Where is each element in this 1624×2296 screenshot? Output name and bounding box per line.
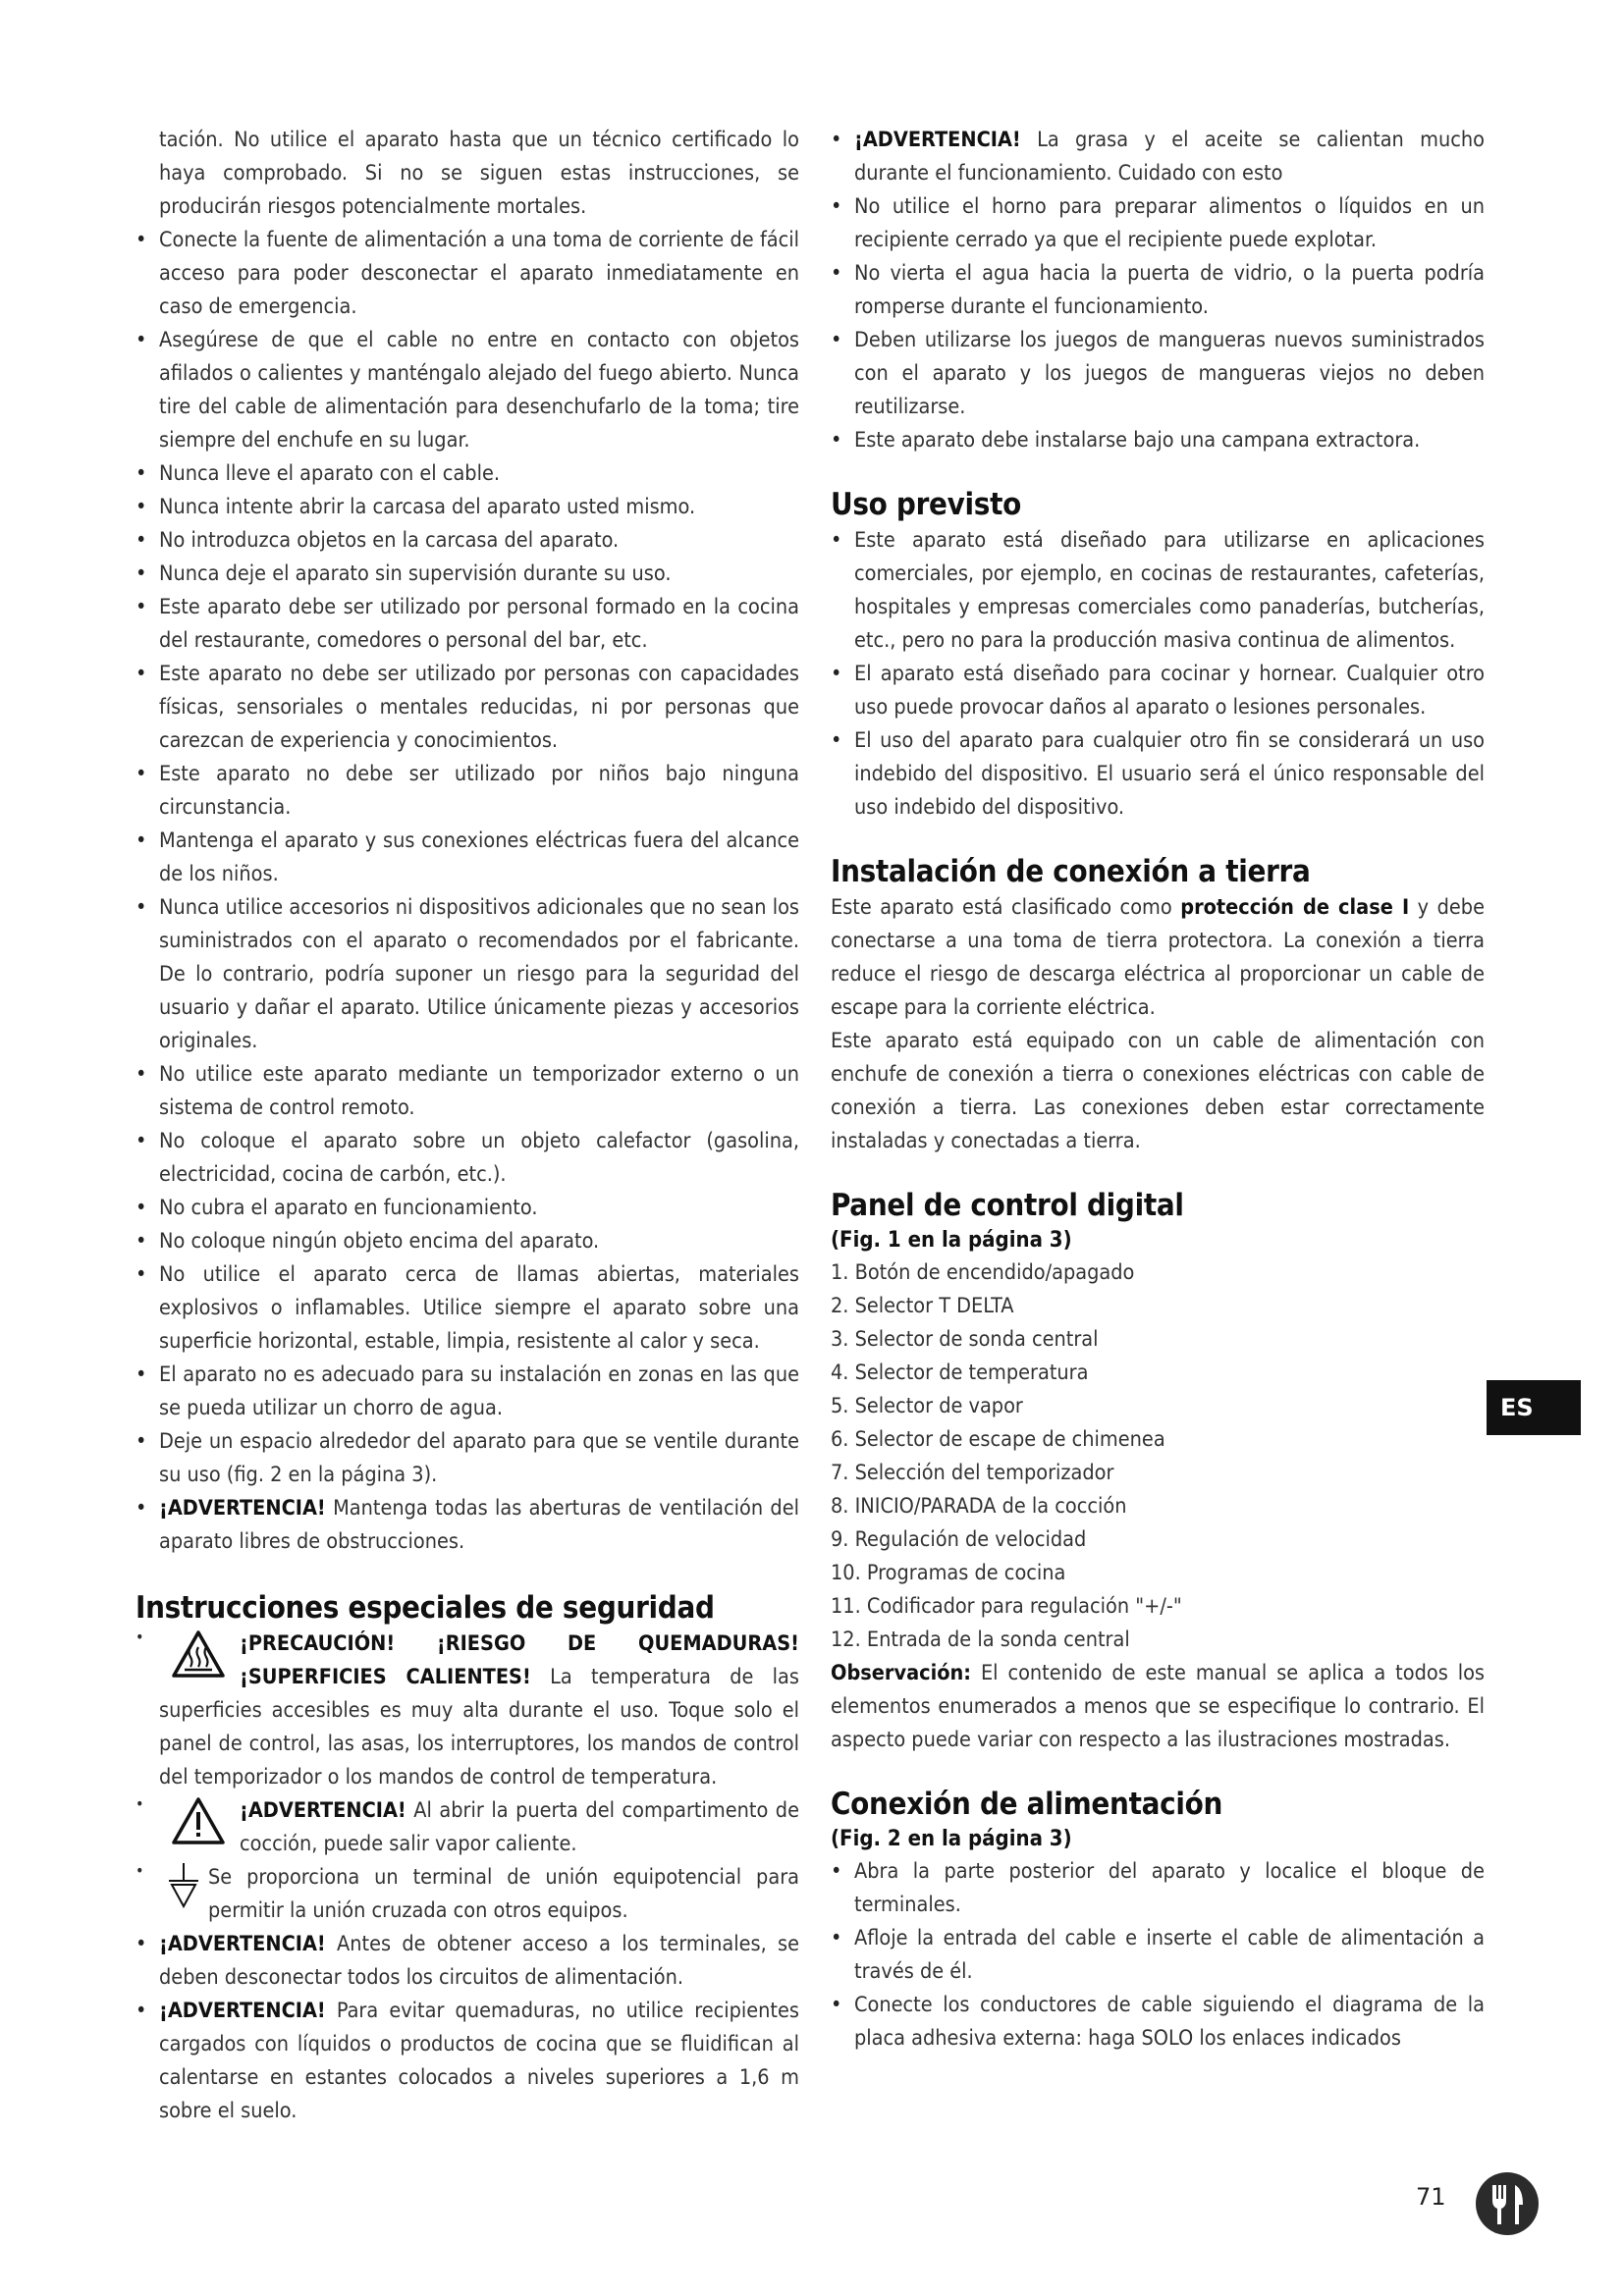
list-item: 6. Selector de escape de chimenea <box>831 1427 1165 1452</box>
bullet-item: • El aparato no es adecuado para su instalación en zonas en las que se pueda utilizar un chorro de agua. <box>135 1359 799 1425</box>
power-connection-heading: Conexión de alimentación <box>831 1787 1223 1822</box>
grounding-paragraph-1 <box>831 891 1485 1025</box>
caution-label: ¡PRECAUCIÓN! ¡RIESGO DE QUEMADURAS! ¡SUPERFICIES CALIENTES! <box>240 1631 799 1689</box>
bullet-item: • Afloje la entrada del cable e inserte el cable de alimentación a través de él. <box>831 1922 1485 1989</box>
warning-label: ¡ADVERTENCIA! <box>240 1798 406 1823</box>
bullet-item: • Nunca lleve el aparato con el cable. <box>135 457 799 491</box>
caution-text: La temperatura de las superficies accesibles es muy alta durante el uso. Toque solo el panel de control, las asas, los interruptores, los mandos de control del temporizador o los mandos de control de temperatura. <box>159 1665 799 1789</box>
list-item: 3. Selector de sonda central <box>831 1327 1099 1352</box>
cutlery-logo-icon <box>1475 2171 1540 2236</box>
bullet-item: • No cubra el aparato en funcionamiento. <box>135 1192 799 1225</box>
bullet-item: • Deben utilizarse los juegos de mangueras nuevos suministrados con el aparato y los juegos de mangueras viejos no deben reutilizarse. <box>831 324 1485 424</box>
warning-terminals <box>135 1928 799 1995</box>
bullet-item: • Deje un espacio alrededor del aparato para que se ventile durante su uso (fig. 2 en la página 3). <box>135 1425 799 1492</box>
bullet-item: • Conecte la fuente de alimentación a una toma de corriente de fácil acceso para poder desconectar el aparato inmediatamente en caso de emergencia. <box>135 224 799 324</box>
warning-label: ¡ADVERTENCIA! <box>854 128 1021 152</box>
bullet-item: • Nunca utilice accesorios ni dispositivos adicionales que no sean los suministrados con el aparato o recomendados por el fabricante. De lo contrario, podría suponer un riesgo para la seguridad del usuario y dañar el aparato. Utilice únicamente piezas y accesorios originales. <box>135 891 799 1058</box>
list-item: 4. Selector de temperatura <box>831 1361 1089 1385</box>
bullet-item: • No utilice este aparato mediante un temporizador externo o un sistema de control remoto. <box>135 1058 799 1125</box>
warning-triangle-icon <box>171 1796 226 1845</box>
warning-text: Antes de obtener acceso a los terminales, se deben desconectar todos los circuitos de alimentación. <box>159 1932 799 1990</box>
equipotential-note: • Se proporciona un terminal de unión equipotencial para permitir la unión cruzada con otros equipos. <box>135 1861 799 1928</box>
bullet-item: • Conecte los conductores de cable siguiendo el diagrama de la placa adhesiva externa: haga SOLO los enlaces indicados <box>831 1989 1485 2056</box>
language-tab: ES <box>1487 1380 1581 1435</box>
list-item: 5. Selector de vapor <box>831 1394 1023 1418</box>
list-item: 7. Selección del temporizador <box>831 1461 1114 1485</box>
bullet-item: • Este aparato no debe ser utilizado por personas con capacidades físicas, sensoriales o mentales reducidas, ni por personas que carezcan de experiencia y conocimientos. <box>135 658 799 758</box>
grounding-text: Este aparato está clasificado como <box>831 895 1181 920</box>
page-number: 71 <box>1416 2183 1446 2211</box>
figure-reference: (Fig. 1 en la página 3) <box>831 1228 1072 1253</box>
observation-note <box>831 1657 1485 1757</box>
bullet-item: • El uso del aparato para cualquier otro fin se considerará un uso indebido del dispositivo. El usuario será el único responsable del uso indebido del dispositivo. <box>831 724 1485 825</box>
class-i-protection: protección de clase I <box>1180 895 1410 920</box>
bullet-item: • Abra la parte posterior del aparato y localice el bloque de terminales. <box>831 1855 1485 1922</box>
warning-text: La grasa y el aceite se calientan mucho durante el funcionamiento. Cuidado con esto <box>854 128 1485 186</box>
grounding-text: y debe conectarse a una toma de tierra protectora. La conexión a tierra reduce el riesgo de descarga eléctrica al proporcionar un cable de escape para la corriente eléctrica. <box>831 895 1485 1020</box>
hot-surface-warning-icon <box>171 1629 226 1679</box>
warning-text: Al abrir la puerta del compartimento de cocción, puede salir vapor caliente. <box>240 1798 799 1856</box>
bullet-item: • Asegúrese de que el cable no entre en contacto con objetos afilados o calientes y manténgalo alejado del fuego abierto. Nunca tire del cable de alimentación para desenchufarlo de la toma; tire siempre del enchufe en su lugar. <box>135 324 799 457</box>
bullet-item: • Mantenga el aparato y sus conexiones eléctricas fuera del alcance de los niños. <box>135 825 799 891</box>
left-column <box>135 124 799 2128</box>
control-panel-list <box>831 1256 1485 1657</box>
bullet-item: • No introduzca objetos en la carcasa del aparato. <box>135 524 799 558</box>
warning-label: ¡ADVERTENCIA! <box>159 1999 326 2023</box>
bullet-item: • Este aparato debe instalarse bajo una campana extractora. <box>831 424 1485 457</box>
observation-text: El contenido de este manual se aplica a todos los elementos enumerados a menos que se especifique lo contrario. El aspecto puede variar con respecto a las ilustraciones mostradas. <box>831 1661 1485 1752</box>
list-item: 11. Codificador para regulación "+/-" <box>831 1594 1182 1619</box>
list-item: 2. Selector T DELTA <box>831 1294 1014 1318</box>
bullet-item: • Este aparato debe ser utilizado por personal formado en la cocina del restaurante, comedores o personal del bar, etc. <box>135 591 799 658</box>
bullet-item: • Este aparato no debe ser utilizado por niños bajo ninguna circunstancia. <box>135 758 799 825</box>
observation-label: Observación: <box>831 1661 972 1685</box>
bullet-item: • No utilice el horno para preparar alimentos o líquidos en un recipiente cerrado ya que el recipiente puede explotar. <box>831 190 1485 257</box>
equipotential-bonding-icon <box>167 1861 200 1912</box>
intro-paragraph: tación. No utilice el aparato hasta que un técnico certificado lo haya comprobado. Si no se siguen estas instrucciones, se producirán riesgos potencialmente mortales. <box>159 128 799 219</box>
warning-steam: • ¡ADVERTENCIA! Al abrir la puerta del compartimento de cocción, puede salir vapor caliente. <box>135 1794 799 1856</box>
warning-ventilation <box>135 1492 799 1559</box>
warning-grease <box>831 124 1485 190</box>
bullet-item: • No coloque ningún objeto encima del aparato. <box>135 1225 799 1258</box>
bullet-item: • Nunca intente abrir la carcasa del aparato usted mismo. <box>135 491 799 524</box>
right-column <box>831 124 1485 2056</box>
grounding-heading: Instalación de conexión a tierra <box>831 854 1311 889</box>
caution-hot-surfaces: • ¡PRECAUCIÓN! ¡RIESGO DE QUEMADURAS! ¡SUPERFICIES CALIENTES! La temperatura de las superficies accesibles es muy alta durante el uso. Toque solo el panel de control, las asas, los interruptores, los mandos de control del temporizador o los mandos de control de temperatura. <box>135 1628 799 1789</box>
bullet-item: • Este aparato está diseñado para utilizarse en aplicaciones comerciales, por ejemplo, en cocinas de restaurantes, cafeterías, hospitales y empresas comerciales como panaderías, butcherías, etc., pero no para la producción masiva continua de alimentos. <box>831 524 1485 658</box>
warning-text: Para evitar quemaduras, no utilice recipientes cargados con líquidos o productos de cocina que se fluidifican al calentarse en estantes colocados a niveles superiores a 1,6 m sobre el suelo. <box>159 1999 799 2123</box>
list-item: 9. Regulación de velocidad <box>831 1527 1087 1552</box>
uso-previsto-heading: Uso previsto <box>831 487 1021 522</box>
control-panel-heading: Panel de control digital <box>831 1188 1184 1223</box>
list-item: 10. Programas de cocina <box>831 1561 1066 1585</box>
warning-label: ¡ADVERTENCIA! <box>159 1932 326 1956</box>
bullet-item: • No utilice el aparato cerca de llamas abiertas, materiales explosivos o inflamables. Utilice siempre el aparato sobre una superficie horizontal, estable, limpia, resistente al calor y seca. <box>135 1258 799 1359</box>
special-safety-heading: Instrucciones especiales de seguridad <box>135 1590 715 1626</box>
grounding-paragraph-2: Este aparato está equipado con un cable de alimentación con enchufe de conexión a tierra o conexiones eléctricas con cable de conexión a tierra. Las conexiones deben estar correctamente instaladas y conectadas a tierra. <box>831 1029 1485 1153</box>
warning-label: ¡ADVERTENCIA! <box>159 1496 326 1521</box>
bullet-item: • No coloque el aparato sobre un objeto calefactor (gasolina, electricidad, cocina de carbón, etc.). <box>135 1125 799 1192</box>
bullet-item: • No vierta el agua hacia la puerta de vidrio, o la puerta podría romperse durante el funcionamiento. <box>831 257 1485 324</box>
bullet-item: • El aparato está diseñado para cocinar y hornear. Cualquier otro uso puede provocar daños al aparato o lesiones personales. <box>831 658 1485 724</box>
warning-burns <box>135 1995 799 2128</box>
bullet-item: • Nunca deje el aparato sin supervisión durante su uso. <box>135 558 799 591</box>
list-item: 12. Entrada de la sonda central <box>831 1628 1130 1652</box>
list-item: 8. INICIO/PARADA de la cocción <box>831 1494 1127 1519</box>
equipotential-text: Se proporciona un terminal de unión equipotencial para permitir la unión cruzada con otros equipos. <box>208 1865 799 1923</box>
warning-text: Mantenga todas las aberturas de ventilación del aparato libres de obstrucciones. <box>159 1496 799 1554</box>
figure-reference: (Fig. 2 en la página 3) <box>831 1827 1072 1851</box>
list-item: 1. Botón de encendido/apagado <box>831 1260 1135 1285</box>
